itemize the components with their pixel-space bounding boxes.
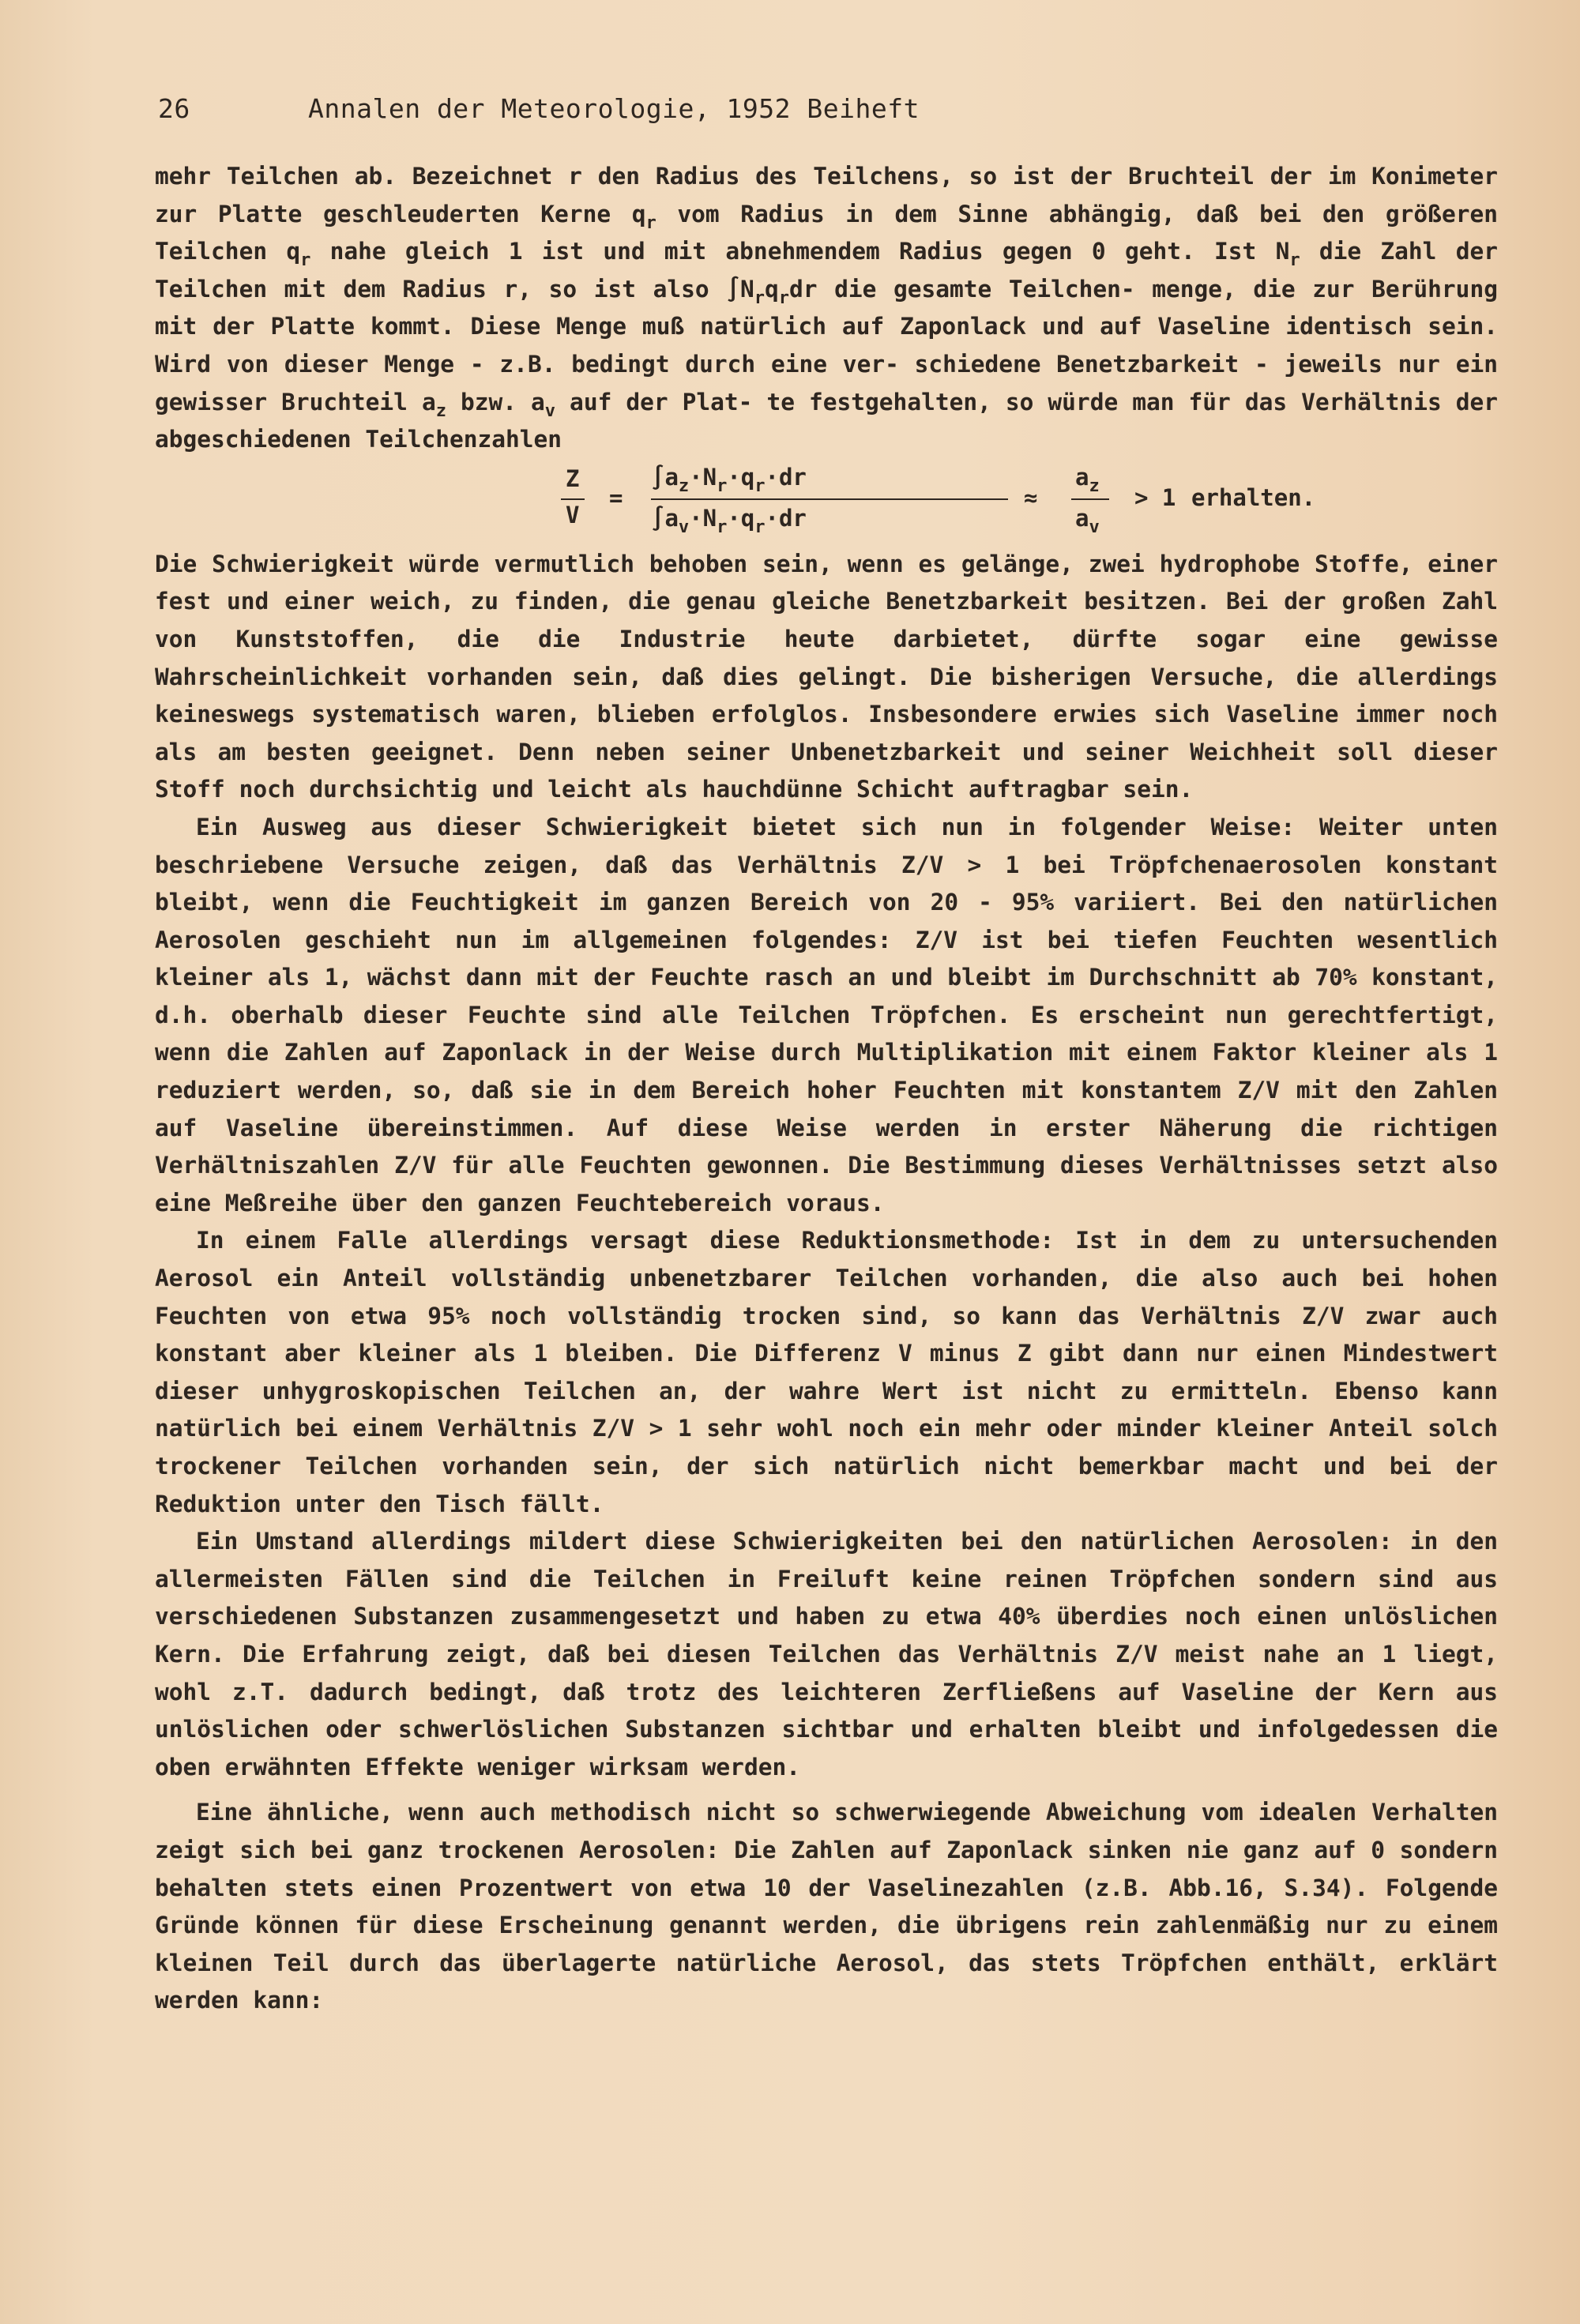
approx-sign: ≈ (1024, 483, 1038, 511)
text-line: Ist N (1214, 238, 1290, 265)
page-number: 26 (158, 93, 190, 124)
text-line: bzw. a (446, 388, 545, 416)
text-line: schiedene Benetzbarkeit - jeweils nur ein gewisser Bruchteil a (155, 350, 1499, 416)
equation-numerator: $\int a_z\cdot N_r\cdot q_r\cdot dr$ (651, 463, 807, 496)
page-header (158, 93, 920, 124)
equation-denominator: $\int a_v\cdot N_r\cdot q_r\cdot dr$ (651, 504, 807, 537)
subscript: r (645, 212, 656, 233)
paragraph-5: Ein Umstand allerdings mildert diese Schwierigkeiten bei den natürlichen Aerosolen: in den allermeisten Fällen sind die Teilchen in Freiluft keine reinen Tröpfchen sondern sind aus verschiedenen Substanzen zusammengesetzt und haben zu etwa 40% überdies noch einen unlöslichen Kern. Die Erfahrung zeigt, daß bei diesen Teilchen das Verhältnis Z/V meist nahe an 1 liegt, wohl z.T. dadurch bedingt, daß trotz des leichteren Zerfließens auf Vaseline der Kern aus unlöslichen oder schwerlöslichen Substanzen sichtbar und erhalten bleibt und infolgedessen die oben erwähnten Effekte weniger wirksam werden. (155, 1528, 1498, 1781)
text-line: nahe gleich 1 ist und mit abnehmendem Radius gegen 0 geht. (310, 238, 1195, 265)
subscript: r (754, 288, 765, 308)
text-line: auf der Plat- (555, 388, 753, 416)
text-line: den größeren Teilchen q (155, 200, 1498, 265)
text-line: mehr Teilchen ab. Bezeichnet r den Radius des Teilchens, so ist der Bruchteil der im (155, 163, 1356, 190)
equation-suffix: erhalten. (1191, 483, 1316, 511)
greater-than-one: > 1 (1134, 483, 1176, 511)
body-text (155, 158, 1498, 2020)
text-line: und auf Vaseline identisch sein. Wird von dieser Menge - z.B. bedingt durch eine ver- (155, 313, 1499, 378)
subscript: v (544, 400, 556, 421)
subscript: z (435, 400, 446, 421)
running-title: Annalen der Meteorologie, 1952 Beiheft (308, 93, 920, 124)
text-line: die Zahl der Teilchen mit dem Radius r, so ist also ∫N (155, 238, 1498, 303)
equation (155, 459, 1498, 546)
subscript: r (778, 288, 789, 308)
text-line: q (764, 275, 779, 303)
equation-lhs-denominator: V (566, 501, 580, 528)
text-line: vom Radius in dem Sinne abhängig, daß bei (656, 200, 1302, 228)
paragraph-1 (155, 158, 1498, 459)
paragraph-3: Ein Ausweg aus dieser Schwierigkeit bietet sich nun in folgender Weise: Weiter unten beschriebene Versuche zeigen, daß das Verhältnis Z/V > 1 bei Tröpfchenaerosolen konstant bleibt, wenn die Feuchtigkeit im ganzen Bereich von 20 - 95% variiert. Bei den natürlichen Aerosolen geschieht nun im allgemeinen folgendes: Z/V ist bei tiefen Feuchten wesentlich kleiner als 1, wächst dann mit der Feuchte rasch an und bleibt im Durchschnitt ab 70% konstant, d.h. oberhalb dieser Feuchte sind alle Teilchen Tröpfchen. Es erscheint nun gerechtfertigt, wenn die Zahlen auf Zaponlack in der Weise durch Multiplikation mit einem Faktor kleiner als 1 reduziert werden, so, daß sie in dem Bereich hoher Feuchten mit konstantem Z/V mit den Zahlen auf Vaseline übereinstimmen. Auf diese Weise werden in erster Näherung die richtigen Verhältniszahlen Z/V für alle Feuchten gewonnen. Die Bestimmung dieses Verhältnisses setzt also eine Meßreihe über den ganzen Feuchtebereich voraus. (155, 813, 1498, 1217)
text-line: menge, die zur Berührung mit der Platte kommt. Diese Menge muß natürlich auf Zaponlack (155, 275, 1498, 340)
text-line: te festgehalten, so würde man für das Verhältnis der abgeschiedenen Teilchenzahlen (155, 388, 1499, 453)
paragraph-4: In einem Falle allerdings versagt diese Reduktionsmethode: Ist in dem zu untersuchenden Aerosol ein Anteil vollständig unbenetzbarer Teilchen vorhanden, die also auch bei hohen Feuchten von etwa 95% noch vollständig trocken sind, so kann das Verhältnis Z/V zwar auch konstant aber kleiner als 1 bleiben. Die Differenz V minus Z gibt dann nur einen Mindestwert dieser unhygroskopischen Teilchen an, der wahre Wert ist nicht zu ermitteln. Ebenso kann natürlich bei einem Verhältnis Z/V > 1 sehr wohl noch ein mehr oder minder kleiner Anteil solch trockener Teilchen vorhanden sein, der sich natürlich nicht bemerkbar macht und bei der Reduktion unter den Tisch fällt. (155, 1227, 1498, 1517)
equation-lhs-numerator: Z (566, 464, 580, 492)
ratio-numerator: $a_z$ (1075, 463, 1100, 496)
equals-sign: = (609, 483, 623, 511)
subscript: r (1289, 250, 1300, 271)
paragraph-6: Eine ähnliche, wenn auch methodisch nicht so schwerwiegende Abweichung vom idealen Verhalten zeigt sich bei ganz trockenen Aerosolen: Die Zahlen auf Zaponlack sinken nie ganz auf 0 sondern behalten stets einen Prozentwert von etwa 10 der Vaselinezahlen (z.B. Abb.16, S.34). Folgende Gründe können für diese Erscheinung genannt werden, die übrigens rein zahlenmäßig nur zu einem kleinen Teil durch das überlagerte natürliche Aerosol, das stets Tröpfchen enthält, erklärt werden kann: (155, 1799, 1498, 2014)
subscript: r (300, 250, 311, 271)
text-line: dr die gesamte Teilchen- (788, 275, 1135, 303)
ratio-denominator: $a_v$ (1075, 504, 1100, 537)
paragraph-2: Die Schwierigkeit würde vermutlich behoben sein, wenn es gelänge, zwei hydrophobe Stoffe, einer fest und einer weich, zu finden, die genau gleiche Benetzbarkeit besitzen. Bei der großen Zahl von Kunststoffen, die die Industrie heute darbietet, dürfte sogar eine gewisse Wahrscheinlichkeit vorhanden sein, daß dies gelingt. Die bisherigen Versuche, die allerdings keineswegs systematisch waren, blieben erfolglos. Insbesondere erwies sich Vaseline immer noch als am besten geeignet. Denn neben seiner Unbenetzbarkeit und seiner Weichheit soll dieser Stoff noch durchsichtig und leicht als hauchdünne Schicht auftragbar sein. (155, 550, 1498, 803)
text-line: Konimeter zur Platte geschleuderten Kerne q (155, 163, 1498, 228)
